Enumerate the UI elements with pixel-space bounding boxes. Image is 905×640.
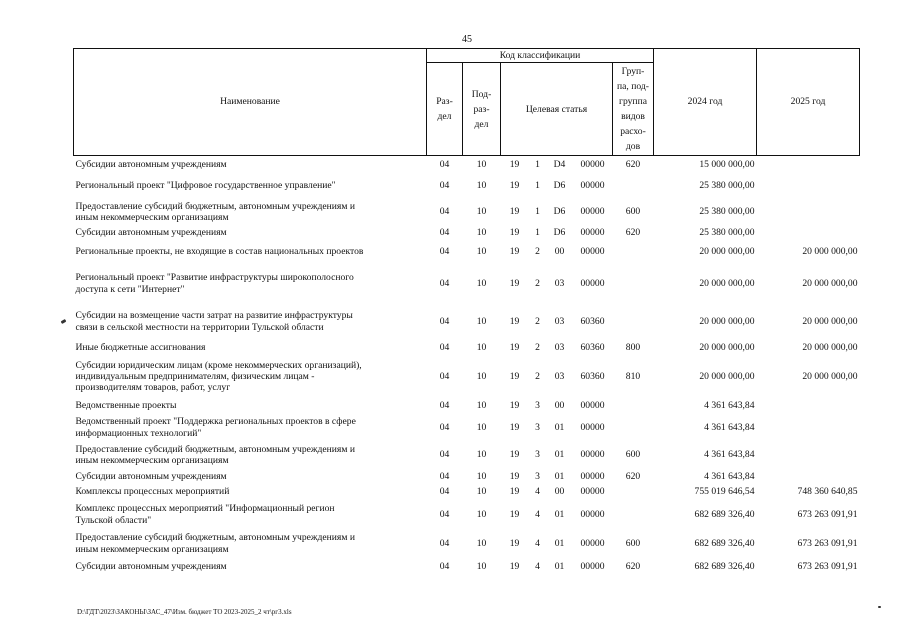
cell-name: Предоставление субсидий бюджетным, автономным учреждениям и иным некоммерческим организациям — [75, 200, 355, 223]
cell-expense-group: 620 — [625, 158, 641, 170]
cell-subsection: 10 — [476, 449, 487, 461]
cell-subsection: 10 — [476, 158, 487, 170]
cell-subsection: 10 — [476, 277, 487, 289]
cell-name: Субсидии автономным учреждениям — [75, 560, 227, 572]
cell-project: 00 — [554, 486, 565, 498]
cell-name: Предоставление субсидий бюджетным, автономным учреждениям и иным некоммерческим организациям — [75, 443, 355, 466]
cell-project: 01 — [554, 560, 565, 572]
cell-2024: 4 361 643,84 — [704, 421, 755, 433]
cell-project: 00 — [554, 399, 565, 411]
cell-section: 04 — [439, 206, 450, 218]
cell-2024: 20 000 000,00 — [699, 342, 755, 354]
header-subsection-text: Под- раз- дел — [471, 88, 492, 130]
cell-2025 — [757, 226, 860, 241]
cell-program: 19 — [509, 179, 520, 191]
header-section-text: Раз- дел — [436, 96, 453, 122]
table-row — [74, 156, 860, 173]
cell-subsection: 10 — [476, 399, 487, 411]
cell-section: 04 — [439, 471, 450, 483]
cell-subsection: 10 — [476, 315, 487, 327]
cell-expense-group — [613, 241, 654, 264]
cell-subprogram: 2 — [535, 277, 540, 289]
header-name: Наименование — [74, 49, 427, 156]
cell-2025: 20 000 000,00 — [802, 342, 858, 354]
cell-2024: 20 000 000,00 — [699, 315, 755, 327]
footer-file-path: D:\ГДТ\2023\ЗАКОНЫ\ЗАС_47\Изм. бюджет ТО 2023-2025_2 чт\рг3.xls — [77, 608, 292, 616]
cell-direction: 00000 — [580, 537, 605, 549]
cell-name: Региональные проекты, не входящие в состав национальных проектов — [75, 246, 364, 258]
scan-mark — [61, 319, 67, 324]
cell-subsection: 10 — [476, 179, 487, 191]
cell-section: 04 — [439, 399, 450, 411]
cell-2024: 15 000 000,00 — [699, 158, 755, 170]
cell-name: Комплексы процессных мероприятий — [75, 486, 230, 498]
cell-program: 19 — [509, 399, 520, 411]
cell-2025: 673 263 091,91 — [797, 508, 858, 520]
cell-direction: 00000 — [580, 508, 605, 520]
cell-2025: 748 360 640,85 — [797, 486, 858, 498]
cell-project: 00 — [554, 246, 565, 258]
cell-2024: 20 000 000,00 — [699, 277, 755, 289]
cell-section: 04 — [439, 537, 450, 549]
cell-direction: 00000 — [580, 449, 605, 461]
cell-project: D4 — [553, 158, 566, 170]
cell-expense-group — [613, 485, 654, 500]
table-row — [74, 340, 860, 357]
cell-subsection: 10 — [476, 246, 487, 258]
page-number: 45 — [462, 34, 472, 45]
table-body — [74, 156, 860, 576]
cell-subprogram: 4 — [535, 486, 540, 498]
cell-subprogram: 1 — [535, 206, 540, 218]
cell-section: 04 — [439, 246, 450, 258]
cell-2025 — [757, 470, 860, 485]
cell-subprogram: 4 — [535, 508, 540, 520]
cell-subsection: 10 — [476, 227, 487, 239]
cell-program: 19 — [509, 471, 520, 483]
cell-2025: 20 000 000,00 — [802, 277, 858, 289]
cell-2024: 755 019 646,54 — [694, 486, 755, 498]
cell-program: 19 — [509, 315, 520, 327]
cell-program: 19 — [509, 537, 520, 549]
cell-subsection: 10 — [476, 508, 487, 520]
cell-subprogram: 2 — [535, 370, 540, 382]
cell-project: 03 — [554, 315, 565, 327]
cell-section: 04 — [439, 370, 450, 382]
cell-name: Предоставление субсидий бюджетным, автономным учреждениям и иным некоммерческим организациям — [75, 532, 355, 555]
cell-2025: 20 000 000,00 — [802, 315, 858, 327]
cell-subprogram: 1 — [535, 179, 540, 191]
cell-name: Ведомственные проекты — [75, 399, 177, 411]
cell-expense-group: 600 — [625, 449, 641, 461]
cell-section: 04 — [439, 560, 450, 572]
table-row — [74, 241, 860, 264]
cell-subsection: 10 — [476, 421, 487, 433]
cell-2025: 20 000 000,00 — [802, 370, 858, 382]
cell-subsection: 10 — [476, 471, 487, 483]
cell-project: D6 — [553, 179, 566, 191]
cell-expense-group — [613, 173, 654, 199]
cell-expense-group: 600 — [625, 206, 641, 218]
cell-project: D6 — [553, 206, 566, 218]
cell-program: 19 — [509, 158, 520, 170]
cell-expense-group: 800 — [625, 342, 641, 354]
table-row — [74, 304, 860, 340]
cell-subprogram: 3 — [535, 449, 540, 461]
cell-expense-group — [613, 264, 654, 304]
cell-subsection: 10 — [476, 486, 487, 498]
cell-expense-group: 620 — [625, 560, 641, 572]
cell-project: 01 — [554, 421, 565, 433]
cell-2024: 25 380 000,00 — [699, 179, 755, 191]
cell-2024: 20 000 000,00 — [699, 370, 755, 382]
scan-mark — [878, 606, 881, 608]
header-section — [427, 63, 463, 156]
table-row — [74, 357, 860, 397]
cell-program: 19 — [509, 508, 520, 520]
cell-expense-group: 600 — [625, 537, 641, 549]
table-row — [74, 415, 860, 441]
cell-direction: 00000 — [580, 399, 605, 411]
cell-project: 01 — [554, 449, 565, 461]
cell-2024: 682 689 326,40 — [694, 560, 755, 572]
cell-program: 19 — [509, 486, 520, 498]
table-row — [74, 397, 860, 415]
cell-2024: 20 000 000,00 — [699, 246, 755, 258]
cell-subprogram: 3 — [535, 421, 540, 433]
table-row — [74, 558, 860, 576]
cell-2024: 4 361 643,84 — [704, 471, 755, 483]
cell-name: Субсидии автономным учреждениям — [75, 158, 227, 170]
cell-project: D6 — [553, 227, 566, 239]
cell-subprogram: 2 — [535, 315, 540, 327]
cell-program: 19 — [509, 246, 520, 258]
cell-subsection: 10 — [476, 560, 487, 572]
cell-expense-group: 810 — [625, 370, 641, 382]
cell-section: 04 — [439, 179, 450, 191]
cell-name: Региональный проект "Развитие инфраструктуры широкополосного доступа к сети "Интернет" — [75, 272, 354, 295]
cell-direction: 60360 — [580, 370, 605, 382]
cell-direction: 00000 — [580, 227, 605, 239]
budget-table — [73, 48, 860, 576]
cell-name: Комплекс процессных мероприятий "Информационный регион Тульской области" — [75, 503, 335, 526]
cell-2025 — [757, 397, 860, 415]
cell-expense-group: 620 — [625, 227, 641, 239]
cell-project: 01 — [554, 508, 565, 520]
cell-2024: 4 361 643,84 — [704, 449, 755, 461]
table-row — [74, 470, 860, 485]
cell-direction: 00000 — [580, 277, 605, 289]
cell-section: 04 — [439, 486, 450, 498]
table-row — [74, 530, 860, 558]
cell-program: 19 — [509, 370, 520, 382]
table-row — [74, 173, 860, 199]
cell-expense-group — [613, 415, 654, 441]
cell-name: Субсидии автономным учреждениям — [75, 471, 227, 483]
cell-program: 19 — [509, 227, 520, 239]
cell-subsection: 10 — [476, 370, 487, 382]
cell-subprogram: 4 — [535, 560, 540, 572]
cell-direction: 00000 — [580, 421, 605, 433]
cell-2025 — [757, 415, 860, 441]
header-2025: 2025 год — [757, 49, 860, 156]
cell-section: 04 — [439, 315, 450, 327]
cell-project: 03 — [554, 342, 565, 354]
cell-subprogram: 1 — [535, 227, 540, 239]
table-row — [74, 199, 860, 226]
cell-name: Субсидии автономным учреждениям — [75, 227, 227, 239]
cell-direction: 00000 — [580, 179, 605, 191]
cell-direction: 00000 — [580, 471, 605, 483]
cell-section: 04 — [439, 508, 450, 520]
cell-direction: 00000 — [580, 486, 605, 498]
cell-section: 04 — [439, 158, 450, 170]
cell-subprogram: 2 — [535, 342, 540, 354]
cell-2025 — [757, 173, 860, 199]
cell-program: 19 — [509, 277, 520, 289]
cell-subsection: 10 — [476, 206, 487, 218]
cell-subprogram: 3 — [535, 399, 540, 411]
cell-name: Субсидии на возмещение части затрат на развитие инфраструктуры связи в сельской местности на территории Тульской области — [75, 310, 353, 333]
cell-subsection: 10 — [476, 342, 487, 354]
cell-name: Ведомственный проект "Поддержка региональных проектов в сфере информационных технологий" — [75, 416, 356, 439]
header-group — [613, 63, 654, 156]
cell-2025: 673 263 091,91 — [797, 537, 858, 549]
cell-subprogram: 1 — [535, 158, 540, 170]
table-row — [74, 226, 860, 241]
cell-subprogram: 2 — [535, 246, 540, 258]
cell-expense-group — [613, 500, 654, 530]
cell-name: Субсидии юридическим лицам (кроме некоммерческих организаций), индивидуальным предпринимателям, физическим лицам - производителям товаров, работ, услуг — [75, 359, 362, 394]
cell-direction: 60360 — [580, 342, 605, 354]
cell-program: 19 — [509, 206, 520, 218]
cell-2025 — [757, 156, 860, 173]
table-row — [74, 264, 860, 304]
cell-program: 19 — [509, 421, 520, 433]
cell-subprogram: 3 — [535, 471, 540, 483]
cell-2024: 682 689 326,40 — [694, 537, 755, 549]
cell-section: 04 — [439, 277, 450, 289]
cell-program: 19 — [509, 342, 520, 354]
cell-2025: 20 000 000,00 — [802, 246, 858, 258]
cell-project: 03 — [554, 370, 565, 382]
table-row — [74, 500, 860, 530]
cell-project: 03 — [554, 277, 565, 289]
header-code: Код классификации — [427, 49, 654, 63]
cell-2024: 4 361 643,84 — [704, 399, 755, 411]
cell-2024: 25 380 000,00 — [699, 227, 755, 239]
header-subsection — [463, 63, 501, 156]
cell-project: 01 — [554, 537, 565, 549]
header-group-text: Груп- па, под- группа видов расхо- дов — [617, 66, 649, 152]
cell-2024: 25 380 000,00 — [699, 206, 755, 218]
cell-section: 04 — [439, 421, 450, 433]
cell-program: 19 — [509, 449, 520, 461]
table-row — [74, 441, 860, 470]
cell-direction: 00000 — [580, 560, 605, 572]
cell-subprogram: 4 — [535, 537, 540, 549]
cell-2025 — [757, 199, 860, 226]
cell-expense-group: 620 — [625, 471, 641, 483]
cell-section: 04 — [439, 342, 450, 354]
cell-direction: 00000 — [580, 206, 605, 218]
table-row — [74, 485, 860, 500]
cell-2025 — [757, 441, 860, 470]
header-target: Целевая статья — [501, 63, 613, 156]
cell-direction: 00000 — [580, 246, 605, 258]
cell-program: 19 — [509, 560, 520, 572]
cell-subsection: 10 — [476, 537, 487, 549]
cell-expense-group — [613, 397, 654, 415]
cell-2024: 682 689 326,40 — [694, 508, 755, 520]
cell-2025: 673 263 091,91 — [797, 560, 858, 572]
cell-name: Иные бюджетные ассигнования — [75, 342, 206, 354]
cell-section: 04 — [439, 227, 450, 239]
cell-direction: 60360 — [580, 315, 605, 327]
cell-expense-group — [613, 304, 654, 340]
cell-project: 01 — [554, 471, 565, 483]
header-2024: 2024 год — [654, 49, 757, 156]
cell-direction: 00000 — [580, 158, 605, 170]
cell-name: Региональный проект "Цифровое государственное управление" — [75, 179, 336, 191]
cell-section: 04 — [439, 449, 450, 461]
